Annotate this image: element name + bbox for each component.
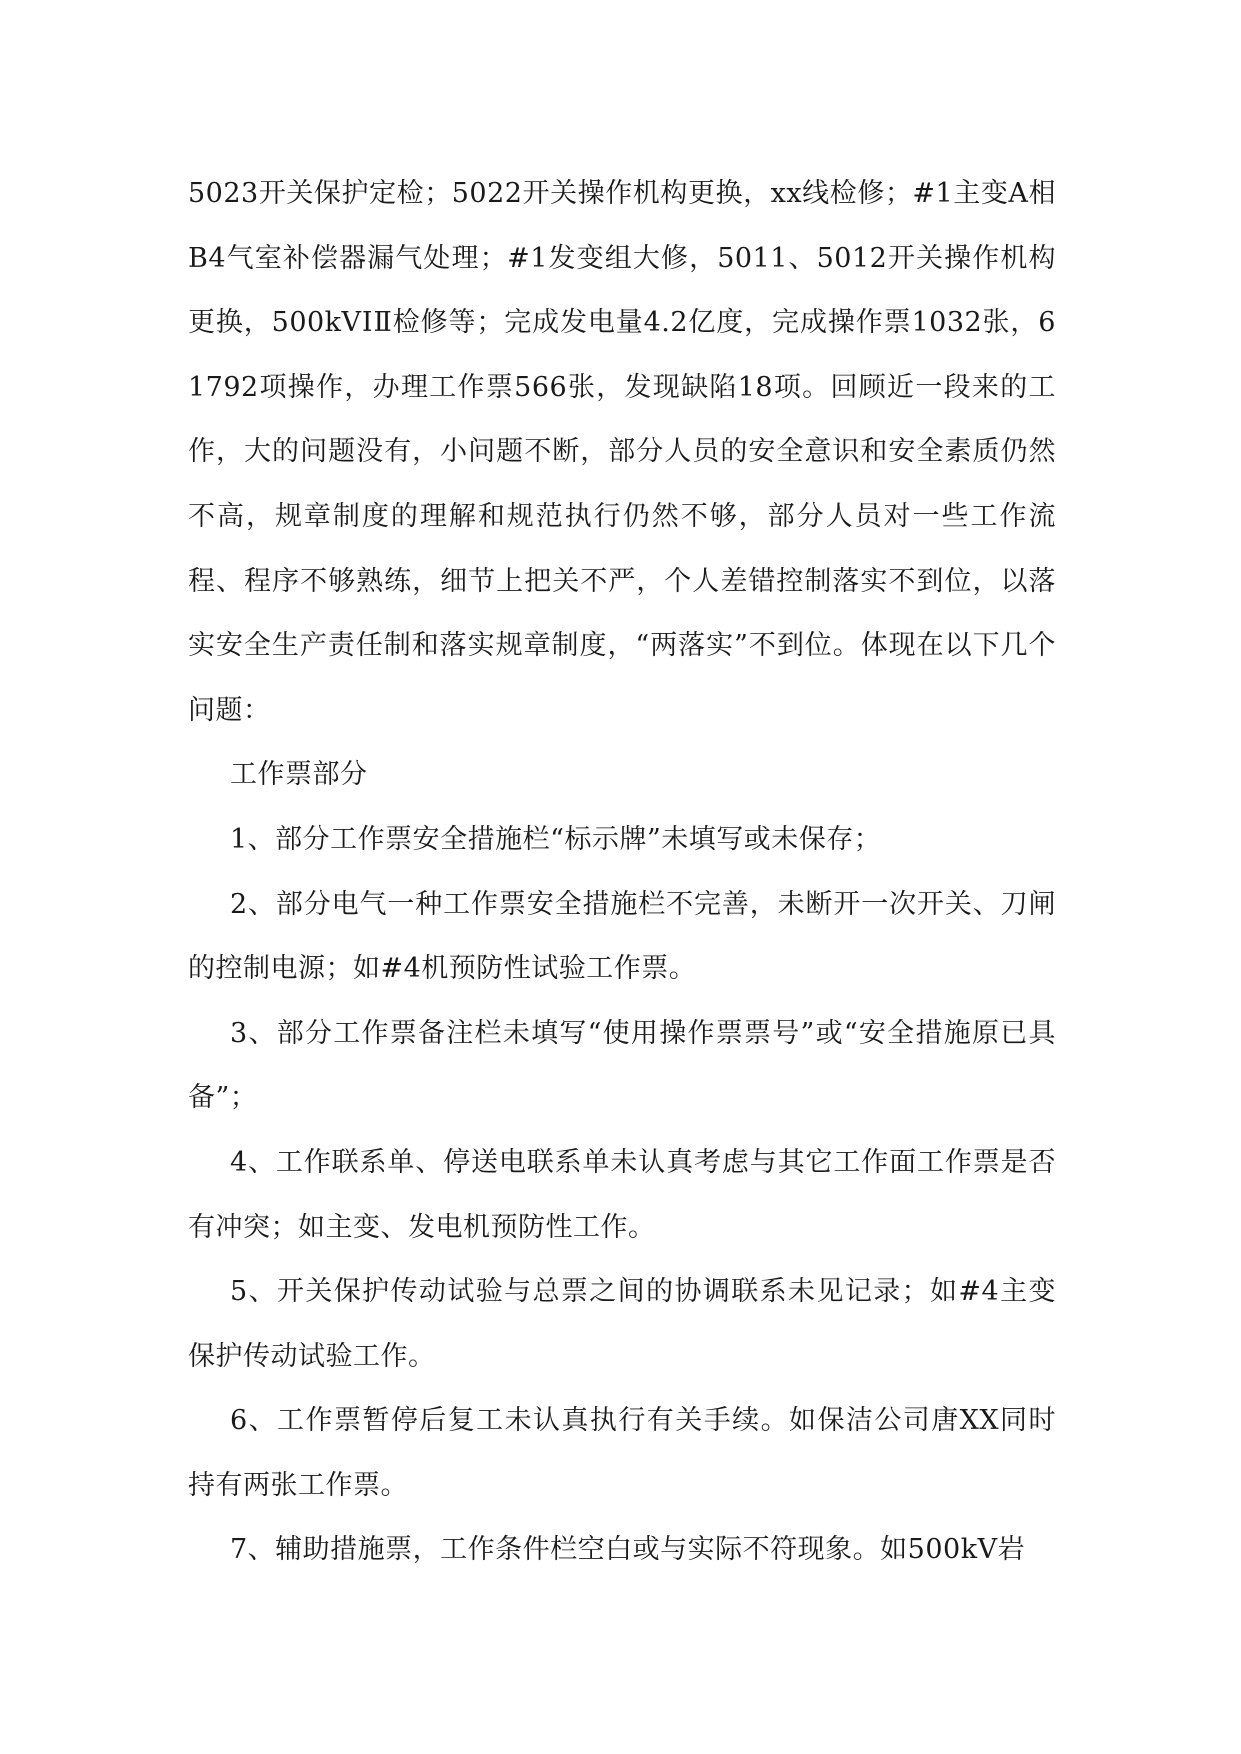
section-heading-work-ticket: 工作票部分 xyxy=(230,759,368,791)
document-body xyxy=(188,162,1056,1583)
list-item-5: 5、开关保护传动试验与总票之间的协调联系未见记录；如#4主变保护传动试验工作。 xyxy=(188,1276,1056,1372)
list-item-3: 3、部分工作票备注栏未填写“使用操作票票号”或“安全措施原已具备”； xyxy=(188,1017,1056,1114)
list-item-1: 1、部分工作票安全措施栏“标示牌”未填写或未保存； xyxy=(230,823,882,855)
list-item-6: 6、工作票暂停后复工未认真执行有关手续。如保洁公司唐XX同时持有两张工作票。 xyxy=(188,1405,1056,1501)
paragraph-summary: 5023开关保护定检；5022开关操作机构更换，xx线检修；#1主变A相B4气室补偿器漏气处理；#1发变组大修，5011、5012开关操作机构更换，500kVⅠⅡ检修等；完成发电量4.2亿度，完成操作票1032张，61792项操作，办理工作票566张，发现缺陷18项。回顾近一段来的工作，大的问题没有，小问题不断，部分人员的安全意识和安全素质仍然不高，规章制度的理解和规范执行仍然不够，部分人员对一些工作流程、程序不够熟练，细节上把关不严，个人差错控制落实不到位，以落实安全生产责任制和落实规章制度，“两落实”不到位。体现在以下几个问题： xyxy=(188,178,1056,726)
list-item-2: 2、部分电气一种工作票安全措施栏不完善，未断开一次开关、刀闸的控制电源；如#4机预防性试验工作票。 xyxy=(188,888,1056,985)
list-item-7: 7、辅助措施票，工作条件栏空白或与实际不符现象。如500kV岩 xyxy=(230,1534,1026,1566)
list-item-4: 4、工作联系单、停送电联系单未认真考虑与其它工作面工作票是否有冲突；如主变、发电机预防性工作。 xyxy=(188,1146,1056,1243)
